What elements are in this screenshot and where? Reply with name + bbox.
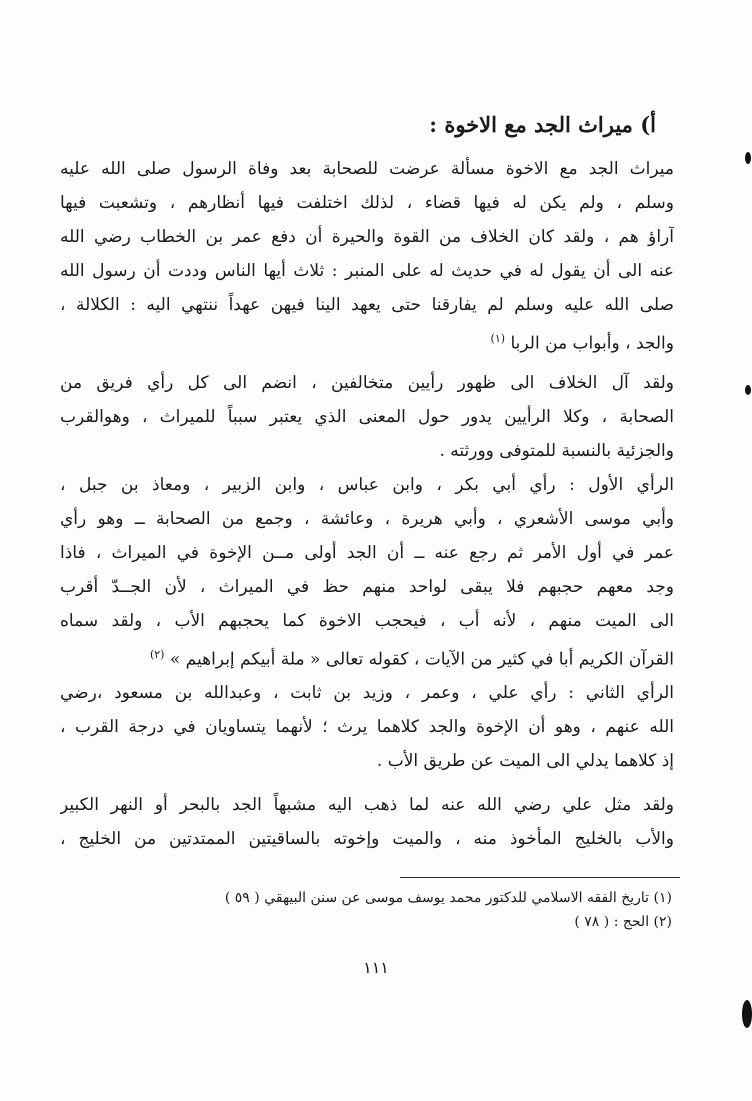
text-line: والأب بالخليج المأخوذ منه ، والميت وإخوته بالساقيتين الممتدتين من الخليج ، <box>60 829 674 849</box>
footnote-ref: (١) <box>490 332 506 345</box>
text-line: وجد معهم حجبهم فلا يبقى لواحد منهم حظ في الميراث ، لأن الجــدّ أقرب <box>60 577 674 597</box>
footnote-ref: (٢) <box>149 648 165 661</box>
text-line <box>60 322 674 356</box>
page-number: ١١١ <box>363 958 389 977</box>
footnote-divider <box>400 877 680 878</box>
text-line: عنه الى أن يقول له في حديث له على المنبر : ثلاث أيها الناس وددت أن رسول الله <box>60 261 674 281</box>
paragraph-5 <box>60 788 674 856</box>
text-line: الى الميت منهم ، لأنه أب ، فيحجب الاخوة كما يحجبهم الأب ، ولقد سماه <box>60 611 674 631</box>
text-line: ميراث الجد مع الاخوة مسألة عرضت للصحابة بعد وفاة الرسول صلى الله عليه <box>60 159 674 179</box>
text-line: عمر في أول الأمر ثم رجع عنه ــ أن الجد أولى مــن الإخوة في الميراث ، فاذا <box>60 543 674 563</box>
text-line: صلى الله عليه وسلم لم يفارقنا حتى يعهد الينا فيهن عهداً ننتهي اليه : الكلالة ، <box>60 295 674 315</box>
paragraph-2 <box>60 366 674 468</box>
paragraph-3 <box>60 468 674 672</box>
text-line-content: القرآن الكريم أبا في كثير من الآيات ، كقوله تعالى « ملة أبيكم إبراهيم » <box>169 649 674 670</box>
text-line: الرأي الثاني : رأي علي ، وعمر ، وزيد بن ثابت ، وعبدالله بن مسعود ،رضي <box>60 683 674 703</box>
footnote-1: (١) تاريخ الفقه الاسلامي للدكتور محمد يوسف موسى عن سنن البيهقي ( ٥٩ ) <box>224 890 672 906</box>
text-line: والجزئية بالنسبة للمتوفى وورثته . <box>439 441 674 461</box>
text-line-content: والجد ، وأبواب من الربا <box>510 333 674 354</box>
text-line: الله عنهم ، وهو أن الإخوة والجد كلاهما يرث ؛ لأنهما يتساويان في درجة القرب ، <box>60 717 674 737</box>
text-line <box>60 638 674 672</box>
scan-mark <box>745 385 751 395</box>
footnotes <box>225 886 672 934</box>
footnote-2: (٢) الحج : ( ٧٨ ) <box>574 914 672 930</box>
scan-mark <box>745 152 751 164</box>
text-line: آراؤ هم ، ولقد كان الخلاف من القوة والحيرة أن دفع عمر بن الخطاب رضي الله <box>60 227 674 247</box>
text-line: الصحابة ، وكلا الرأيين يدور حول المعنى الذي يعتبر سبباً للميراث ، وهوالقرب <box>60 407 674 427</box>
text-line: وأبي موسى الأشعري ، وأبي هريرة ، وعائشة ، وجمع من الصحابة ــ وهو رأي <box>60 509 674 529</box>
text-line: وسلم ، ولم يكن له فيها قضاء ، لذلك اختلفت فيها أنظارهم ، وتشعبت فيها <box>60 193 674 213</box>
scan-mark <box>742 1000 752 1028</box>
text-line: ولقد مثل علي رضي الله عنه لما ذهب اليه مشبهاً الجد بالبحر أو النهر الكبير <box>60 795 674 815</box>
text-line: ولقد آل الخلاف الى ظهور رأيين متخالفين ، انضم الى كل رأي فريق من <box>60 373 674 393</box>
text-line: إذ كلاهما يدلي الى الميت عن طريق الأب . <box>376 751 674 771</box>
text-line: الرأي الأول : رأي أبي بكر ، وابن عباس ، وابن الزبير ، ومعاذ بن جبل ، <box>60 475 674 495</box>
paragraph-1 <box>60 152 674 356</box>
section-heading: أ) ميراث الجد مع الاخوة : <box>429 112 656 137</box>
paragraph-4 <box>60 676 674 778</box>
